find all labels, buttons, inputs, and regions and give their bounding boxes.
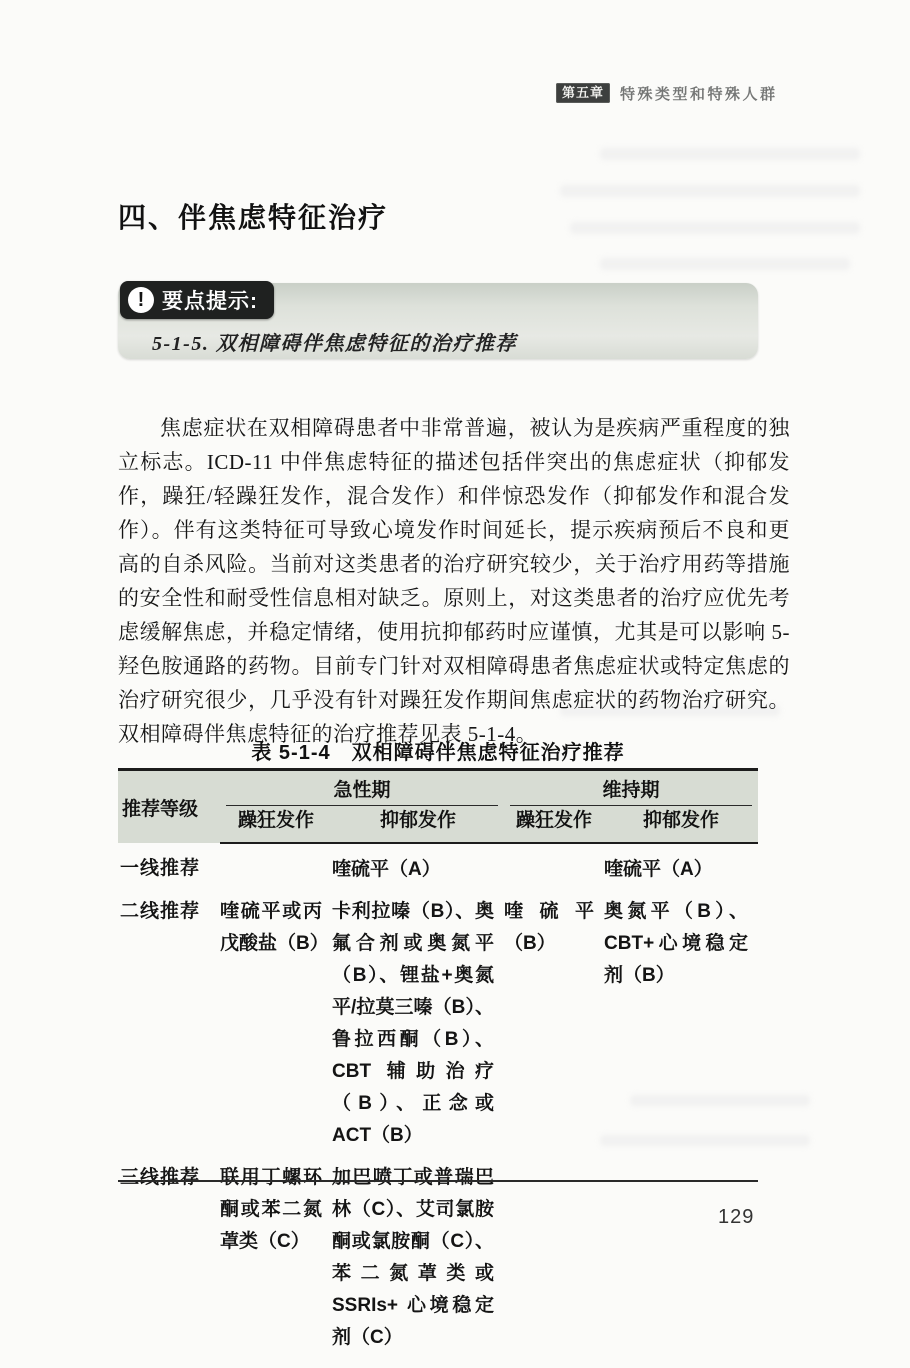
cell-acute-depressive: 喹硫平（A）	[332, 859, 441, 880]
cell-level: 一线推荐	[120, 858, 201, 879]
scan-bleedthrough	[570, 222, 860, 234]
page-number: 129	[718, 1206, 755, 1228]
cell-level: 二线推荐	[120, 901, 201, 922]
cell-maintenance-manic	[504, 843, 604, 886]
cell-level: 三线推荐	[120, 1167, 201, 1188]
table-title: 表 5-1-4 双相障碍伴焦虑特征治疗推荐	[251, 742, 625, 764]
chapter-title: 特殊类型和特殊人群	[620, 85, 778, 103]
cell-acute-manic: 喹硫平或丙戊酸盐（B）	[220, 901, 329, 954]
header-group-acute-label: 急性期	[333, 780, 391, 801]
table-row-second-line	[118, 886, 758, 1152]
key-points-badge	[120, 281, 274, 319]
cell-maintenance-manic	[504, 1152, 604, 1368]
header-group-acute	[220, 770, 504, 807]
cell-maintenance-depressive: 喹硫平（A）	[604, 859, 713, 880]
cell-maintenance-depressive: 奥氮平（B）、CBT+心境稳定剂（B）	[604, 901, 749, 986]
table-bottom-rule	[118, 1180, 758, 1182]
header-maintenance-manic: 躁狂发作	[504, 806, 604, 843]
cell-maintenance-manic: 喹硫平（B）	[504, 901, 595, 954]
cell-acute-depressive: 加巴喷丁或普瑞巴林（C）、艾司氯胺酮或氯胺酮（C）、苯二氮䓬类或 SSRIs+ 心境稳定剂（C）	[332, 1167, 495, 1348]
table-row-third-line	[118, 1152, 758, 1368]
cell-acute-manic: 联用丁螺环酮或苯二氮䓬类（C）	[220, 1167, 322, 1252]
scan-bleedthrough	[600, 148, 860, 160]
scan-bleedthrough	[560, 185, 860, 197]
table-row-first-line	[118, 843, 758, 886]
header-group-maintenance-label: 维持期	[602, 780, 660, 801]
cell-acute-depressive: 卡利拉嗪（B）、奥氟合剂或奥氮平（B）、锂盐+奥氮平/拉莫三嗪（B）、鲁拉西酮（B）、CBT 辅助治疗（B）、正念或 ACT（B）	[332, 901, 495, 1146]
running-head	[556, 82, 856, 104]
section-title: 四、伴焦虑特征治疗	[118, 203, 389, 234]
key-points-text: 5-1-5. 双相障碍伴焦虑特征的治疗推荐	[152, 333, 517, 355]
header-acute-manic: 躁狂发作	[220, 806, 332, 843]
cell-maintenance-depressive	[604, 1152, 758, 1368]
recommendation-table	[118, 768, 758, 1368]
header-acute-depressive: 抑郁发作	[332, 806, 504, 843]
header-recommendation-level: 推荐等级	[118, 770, 220, 844]
scan-bleedthrough	[600, 258, 850, 270]
exclamation-icon: !	[128, 287, 154, 313]
header-maintenance-depressive: 抑郁发作	[604, 806, 758, 843]
chapter-badge: 第五章	[556, 83, 610, 103]
header-group-maintenance	[504, 770, 758, 807]
key-points-badge-label: 要点提示:	[162, 290, 258, 313]
cell-acute-manic	[220, 843, 332, 886]
body-paragraph: 焦虑症状在双相障碍患者中非常普遍，被认为是疾病严重程度的独立标志。ICD-11 中伴焦虑特征的描述包括伴突出的焦虑症状（抑郁发作，躁狂/轻躁狂发作，混合发作）和伴惊恐发作（抑郁发作和混合发作）。伴有这类特征可导致心境发作时间延长，提示疾病预后不良和更高的自杀风险。当前对这类患者的治疗研究较少，关于治疗用药等措施的安全性和耐受性信息相对缺乏。原则上，对这类患者的治疗应优先考虑缓解焦虑，并稳定情绪，使用抗抑郁药时应谨慎，尤其是可以影响 5- 羟色胺通路的药物。目前专门针对双相障碍患者焦虑症状或特定焦虑的治疗研究很少，几乎没有针对躁狂发作期间焦虑症状的药物治疗研究。双相障碍伴焦虑特征的治疗推荐见表 5-1-4。	[118, 416, 790, 746]
key-points-callout	[118, 283, 758, 359]
